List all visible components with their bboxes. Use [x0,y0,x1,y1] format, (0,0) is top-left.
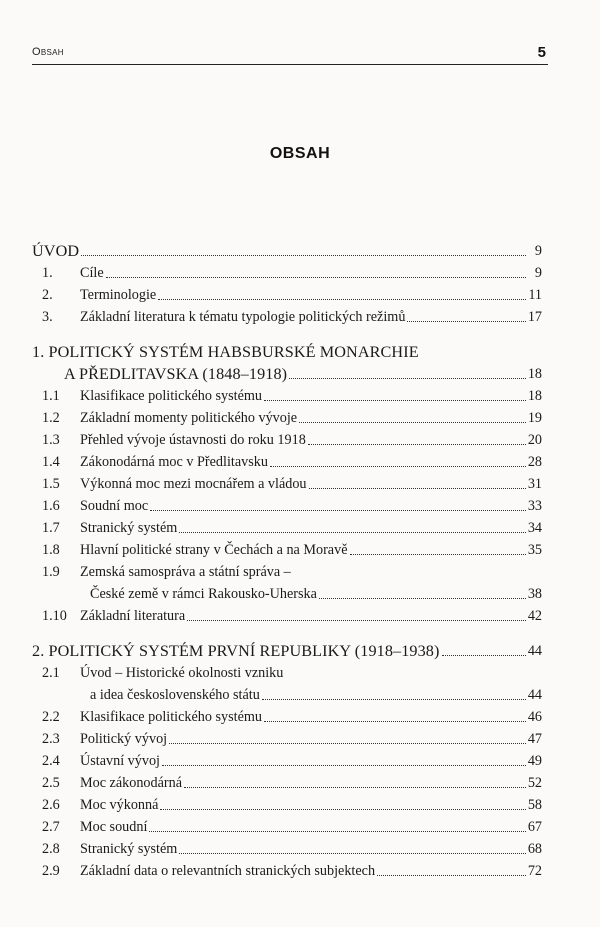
toc-entry-page: 42 [527,608,542,624]
toc-entry[interactable] [32,704,542,726]
page-title: OBSAH [269,145,331,162]
dot-leader [377,875,526,876]
toc-entry-title: Základní literatura [80,608,186,624]
toc-entry-title: Základní data o relevantních stranických subjektech [80,863,376,879]
toc-entry-page: 68 [527,841,542,857]
toc-entry[interactable] [32,238,542,260]
toc-entry-title: Ústavní vývoj [80,753,160,769]
dot-leader [308,444,526,445]
toc-entry-title: České země v rámci Rakousko-Uherska [90,586,317,602]
toc-entry[interactable] [32,836,542,858]
toc-entry[interactable] [32,858,542,880]
toc-entry-page: 67 [527,819,542,835]
running-head-title: Obsah [32,46,64,58]
toc-entry-page: 17 [527,309,542,325]
toc-entry-number: 1.1 [42,388,60,404]
toc-entry-number: 2.5 [42,775,60,791]
toc-section [32,638,542,880]
toc-entry-title: Zákonodárná moc v Předlitavsku [80,454,268,470]
dot-leader [289,378,526,379]
toc-entry-page: 72 [527,863,542,879]
toc-entry-number: 1.6 [42,498,60,514]
toc-entry-title: Stranický systém [80,520,178,536]
dot-leader [160,809,525,810]
dot-leader [162,765,526,766]
toc-entry-number: 1.2 [42,410,60,426]
toc-entry-number: 1.8 [42,542,60,558]
toc-entry-title: Moc výkonná [80,797,159,813]
toc-entry[interactable] [32,304,542,326]
dot-leader [179,532,525,533]
dot-leader [169,743,526,744]
toc-entry[interactable] [32,282,542,304]
toc-entry-page: 18 [527,366,542,382]
toc-entry[interactable] [32,427,542,449]
toc-entry-page: 19 [527,410,542,426]
dot-leader [407,321,525,322]
dot-leader [187,620,526,621]
toc-section [32,238,542,326]
toc-entry[interactable] [32,748,542,770]
toc-entry-number: 2.6 [42,797,60,813]
toc-entry-page: 52 [527,775,542,791]
toc-section [32,339,542,625]
toc-entry-page: 44 [527,643,542,659]
toc-entry-number: 1.4 [42,454,60,470]
toc-entry-number: 1.7 [42,520,60,536]
toc-entry-page: 35 [527,542,542,558]
toc-entry-title: Moc zákonodárná [80,775,183,791]
toc-entry-title: Přehled vývoje ústavnosti do roku 1918 [80,432,306,448]
toc-entry-title: Klasifikace politického systému [80,388,263,404]
toc-entry-page: 46 [527,709,542,725]
toc-entry-number: 1.3 [42,432,60,448]
toc-entry-page: 49 [527,753,542,769]
dot-leader [350,554,526,555]
toc-entry[interactable] [32,515,542,537]
toc-entry-page: 31 [527,476,542,492]
toc-entry-number: 3. [42,309,53,325]
dot-leader [299,422,526,423]
page-number: 5 [537,44,546,61]
toc-entry-number: 2.2 [42,709,60,725]
toc-entry-page: 38 [527,586,542,602]
dot-leader [270,466,526,467]
toc-entry-title: Terminologie [80,287,157,303]
toc-entry-title: Moc soudní [80,819,148,835]
toc-entry[interactable] [32,339,542,361]
toc-entry-title: ÚVOD [32,242,80,260]
toc-entry-title: 2. POLITICKÝ SYSTÉM PRVNÍ REPUBLIKY (1918–1938) [32,642,440,660]
toc-entry[interactable] [32,361,542,383]
toc-entry[interactable] [32,559,542,581]
dot-leader [150,510,526,511]
dot-leader [442,655,526,656]
dot-leader [81,255,526,256]
toc-entry-title: Úvod – Historické okolnosti vzniku [80,665,284,681]
toc-entry-title: Zemská samospráva a státní správa – [80,564,291,580]
toc-entry-page: 33 [527,498,542,514]
toc-entry[interactable] [32,383,542,405]
toc-entry[interactable] [32,405,542,427]
dot-leader [262,699,526,700]
dot-leader [319,598,526,599]
dot-leader [106,277,526,278]
dot-leader [309,488,526,489]
toc-entry-number: 1.5 [42,476,60,492]
toc-entry-title: Hlavní politické strany v Čechách a na Moravě [80,542,348,558]
toc-entry-page: 28 [527,454,542,470]
dot-leader [264,721,526,722]
toc-entry-title: A PŘEDLITAVSKA (1848–1918) [64,365,288,383]
toc-entry-title: Soudní moc [80,498,149,514]
toc-entry-number: 2.4 [42,753,60,769]
toc-entry-page: 20 [527,432,542,448]
toc-entry-title: Stranický systém [80,841,178,857]
toc-entry-number: 2.3 [42,731,60,747]
toc-entry[interactable] [32,603,542,625]
toc-entry[interactable] [32,726,542,748]
toc-entry-page: 58 [527,797,542,813]
toc-entry-title: Základní momenty politického vývoje [80,410,298,426]
running-head [32,44,548,65]
dot-leader [158,299,526,300]
toc-entry[interactable] [32,814,542,836]
toc-entry-number: 2. [42,287,53,303]
toc-entry-title: Politický vývoj [80,731,168,747]
toc-entry[interactable] [32,449,542,471]
toc-entry-title: Základní literatura k tématu typologie politických režimů [80,309,406,325]
toc-entry[interactable] [32,260,542,282]
toc-entry-title: 1. POLITICKÝ SYSTÉM HABSBURSKÉ MONARCHIE [32,343,419,361]
toc-entry[interactable] [32,638,542,660]
dot-leader [149,831,525,832]
toc-entry-page: 18 [527,388,542,404]
toc-entry-number: 2.1 [42,665,60,681]
toc-entry-page: 9 [534,243,542,259]
toc-entry[interactable] [32,770,542,792]
toc-entry-title: a idea československého státu [90,687,260,703]
toc-entry[interactable] [32,792,542,814]
toc-entry-number: 1. [42,265,53,281]
toc-entry-number: 2.9 [42,863,60,879]
toc-entry[interactable] [32,471,542,493]
toc-entry-title: Klasifikace politického systému [80,709,263,725]
toc-entry[interactable] [32,660,542,682]
toc-entry-page: 34 [527,520,542,536]
toc-entry-number: 2.8 [42,841,60,857]
toc-entry[interactable] [32,493,542,515]
toc-entry-number: 2.7 [42,819,60,835]
toc-entry-page: 9 [534,265,542,281]
table-of-contents [32,238,542,893]
toc-entry-title: Cíle [80,265,104,281]
toc-entry[interactable] [32,682,542,704]
dot-leader [184,787,526,788]
toc-entry-page: 47 [527,731,542,747]
dot-leader [264,400,526,401]
toc-entry[interactable] [32,581,542,603]
dot-leader [179,853,525,854]
toc-entry-title: Výkonná moc mezi mocnářem a vládou [80,476,307,492]
toc-entry-page: 11 [528,287,542,303]
toc-entry[interactable] [32,537,542,559]
toc-entry-page: 44 [527,687,542,703]
toc-entry-number: 1.9 [42,564,60,580]
toc-entry-number: 1.10 [42,608,67,624]
